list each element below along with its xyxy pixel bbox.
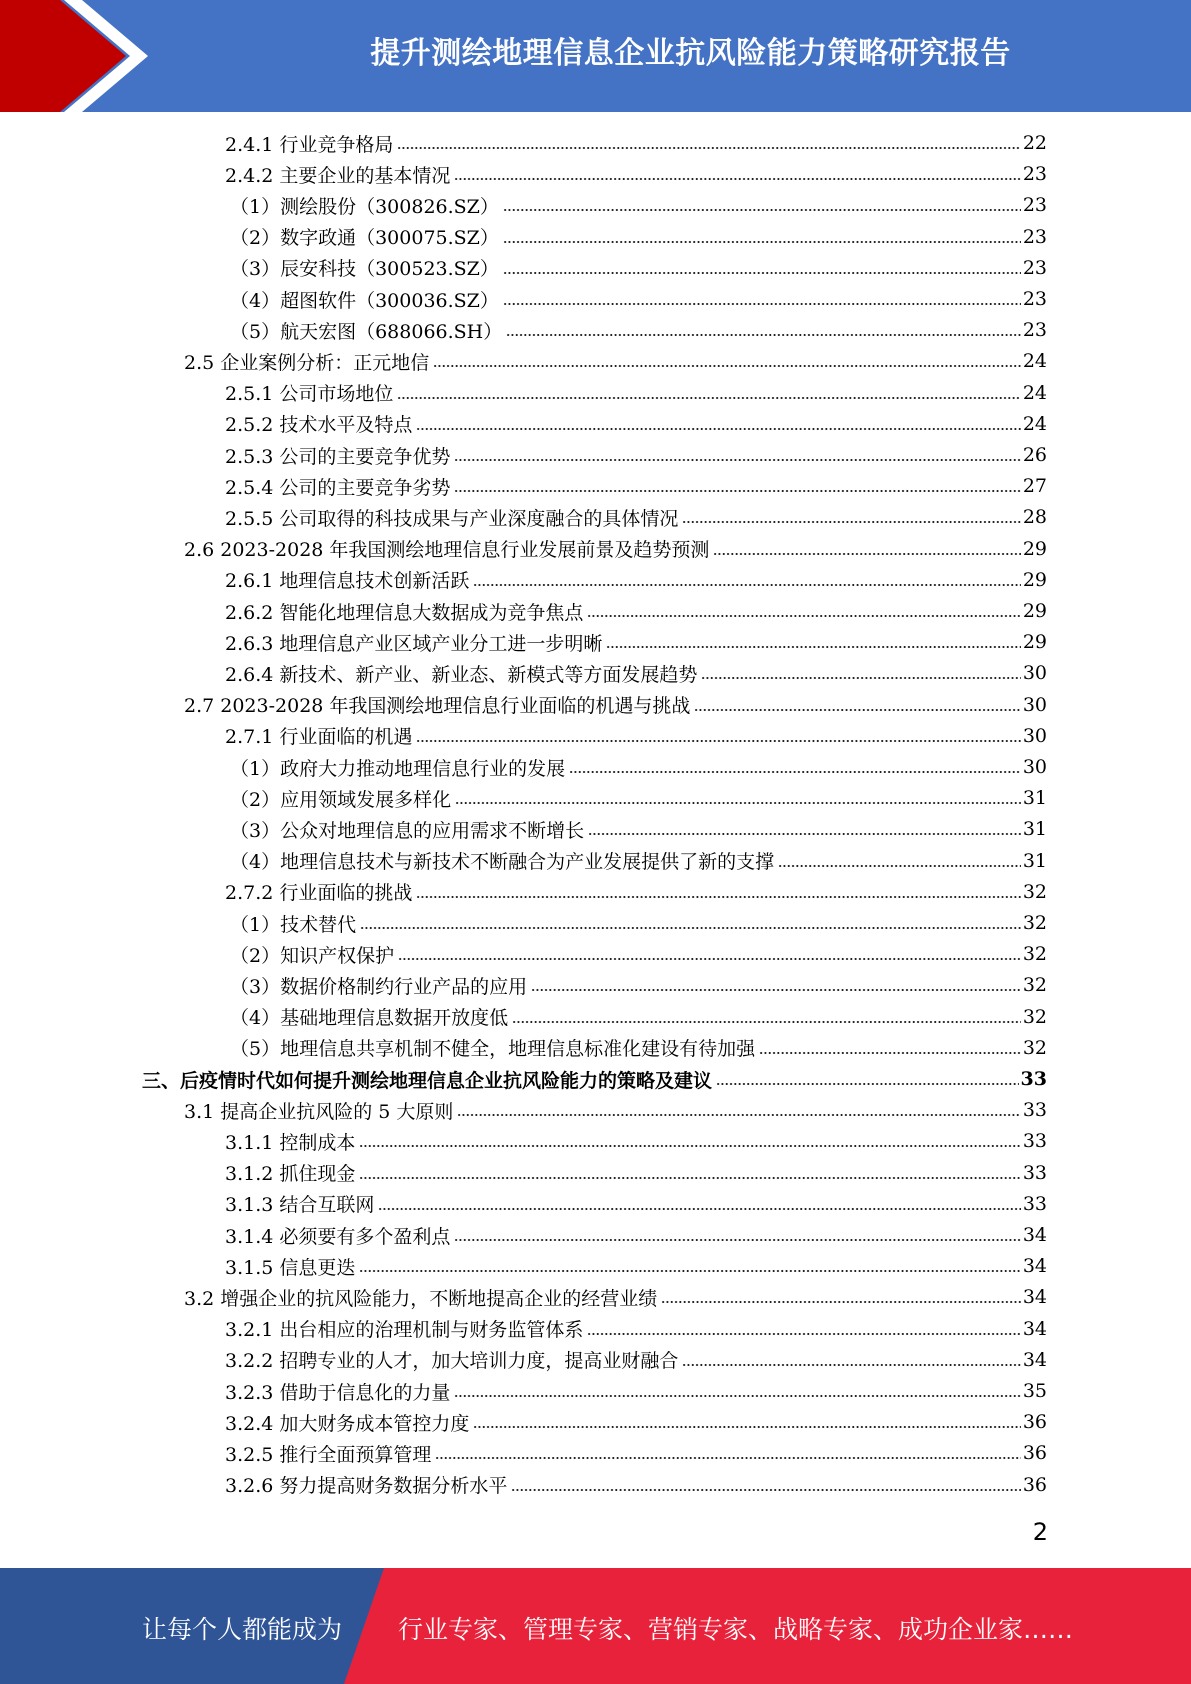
toc-dot-leader bbox=[569, 770, 1021, 774]
toc-entry[interactable] bbox=[184, 1282, 1047, 1312]
toc-entry-page: 30 bbox=[1022, 724, 1047, 747]
toc-dot-leader bbox=[416, 427, 1020, 431]
toc-entry[interactable] bbox=[225, 1126, 1047, 1156]
toc-entry-title: 3.1.4 必须要有多个盈利点 bbox=[225, 1225, 451, 1248]
toc-entry-page: 28 bbox=[1022, 506, 1047, 529]
toc-entry-page: 33 bbox=[1020, 1068, 1047, 1090]
header-title: 提升测绘地理信息企业抗风险能力策略研究报告 bbox=[370, 36, 1011, 71]
toc-entry[interactable] bbox=[230, 1033, 1047, 1063]
toc-dot-leader bbox=[454, 177, 1020, 181]
toc-entry[interactable] bbox=[225, 1345, 1047, 1375]
toc-entry[interactable] bbox=[230, 783, 1047, 813]
toc-entry-title: 2.5.5 公司取得的科技成果与产业深度融合的具体情况 bbox=[225, 507, 679, 530]
toc-entry-page: 32 bbox=[1022, 1036, 1047, 1059]
toc-dot-leader bbox=[503, 208, 1021, 212]
toc-entry[interactable] bbox=[225, 1220, 1047, 1250]
toc-entry[interactable] bbox=[225, 128, 1047, 158]
toc-entry-title: （2）数字政通（300075.SZ） bbox=[230, 227, 499, 250]
toc-entry[interactable] bbox=[184, 690, 1047, 720]
toc-entry-page: 33 bbox=[1022, 1192, 1047, 1215]
toc-dot-leader bbox=[694, 708, 1020, 712]
toc-dot-leader bbox=[587, 1332, 1020, 1336]
toc-dot-leader bbox=[503, 271, 1021, 275]
toc-entry[interactable] bbox=[225, 409, 1047, 439]
header-arrow-decoration bbox=[0, 0, 160, 112]
toc-entry[interactable] bbox=[225, 378, 1047, 408]
toc-entry-page: 34 bbox=[1022, 1255, 1047, 1278]
toc-entry-page: 31 bbox=[1022, 787, 1047, 810]
page-header bbox=[0, 0, 1191, 112]
toc-entry-page: 23 bbox=[1022, 256, 1047, 279]
toc-entry-title: 2.5.1 公司市场地位 bbox=[225, 383, 394, 406]
toc-entry[interactable] bbox=[230, 814, 1047, 844]
toc-entry-page: 33 bbox=[1022, 1099, 1047, 1122]
toc-entry[interactable] bbox=[225, 1189, 1047, 1219]
toc-entry-page: 31 bbox=[1022, 818, 1047, 841]
toc-entry-page: 26 bbox=[1022, 444, 1047, 466]
toc-entry[interactable] bbox=[225, 1438, 1047, 1468]
toc-entry-title: 3.1.3 结合互联网 bbox=[225, 1194, 375, 1217]
toc-entry-page: 23 bbox=[1022, 319, 1047, 342]
toc-entry-title: （4）基础地理信息数据开放度低 bbox=[230, 1007, 509, 1030]
toc-entry[interactable] bbox=[225, 627, 1047, 657]
toc-entry[interactable] bbox=[225, 159, 1047, 189]
toc-dot-leader bbox=[359, 1144, 1020, 1148]
toc-entry[interactable] bbox=[184, 1095, 1047, 1125]
toc-entry-page: 36 bbox=[1022, 1411, 1047, 1434]
toc-entry-page: 29 bbox=[1022, 631, 1047, 654]
toc-entry[interactable] bbox=[225, 721, 1047, 751]
toc-entry-title: （4）超图软件（300036.SZ） bbox=[230, 289, 499, 312]
toc-dot-leader bbox=[397, 396, 1020, 400]
footer-slogan-left: 让每个人都能成为 bbox=[142, 1615, 343, 1644]
toc-dot-leader bbox=[457, 1113, 1020, 1117]
toc-entry-title: 2.7.1 行业面临的机遇 bbox=[225, 726, 413, 749]
toc-entry-title: 三、后疫情时代如何提升测绘地理信息企业抗风险能力的策略及建议 bbox=[142, 1069, 713, 1092]
toc-entry-page: 30 bbox=[1022, 662, 1047, 685]
toc-entry[interactable] bbox=[225, 1407, 1047, 1437]
toc-entry-page: 32 bbox=[1022, 1005, 1047, 1028]
toc-entry[interactable] bbox=[225, 1376, 1047, 1406]
toc-entry[interactable] bbox=[230, 846, 1047, 876]
toc-dot-leader bbox=[433, 364, 1021, 368]
toc-entry-page: 24 bbox=[1022, 412, 1047, 435]
toc-dot-leader bbox=[531, 988, 1021, 992]
toc-entry-title: 3.2.2 招聘专业的人才，加大培训力度，提高业财融合 bbox=[225, 1350, 679, 1373]
toc-entry[interactable] bbox=[230, 315, 1047, 345]
toc-entry-page: 32 bbox=[1022, 974, 1047, 997]
toc-dot-leader bbox=[359, 1176, 1020, 1180]
toc-entry[interactable] bbox=[230, 253, 1047, 283]
toc-dot-leader bbox=[588, 832, 1021, 836]
toc-entry-title: 2.6 2023-2028 年我国测绘地理信息行业发展前景及趋势预测 bbox=[184, 539, 710, 562]
toc-entry-page: 23 bbox=[1022, 225, 1047, 248]
toc-entry-page: 34 bbox=[1022, 1317, 1047, 1340]
toc-entry-title: 3.2 增强企业的抗风险能力，不断地提高企业的经营业绩 bbox=[184, 1287, 658, 1310]
toc-entry-page: 23 bbox=[1022, 194, 1047, 217]
toc-entry-title: 2.6.4 新技术、新产业、新业态、新模式等方面发展趋势 bbox=[225, 663, 698, 686]
toc-entry-title: 3.2.4 加大财务成本管控力度 bbox=[225, 1412, 470, 1435]
toc-dot-leader bbox=[454, 489, 1020, 493]
toc-entry[interactable] bbox=[225, 1470, 1047, 1500]
toc-entry-title: 3.2.5 推行全面预算管理 bbox=[225, 1443, 432, 1466]
toc-entry-page: 36 bbox=[1022, 1473, 1047, 1496]
toc-dot-leader bbox=[512, 1020, 1021, 1024]
toc-dot-leader bbox=[359, 1269, 1020, 1273]
toc-entry-title: 2.5.2 技术水平及特点 bbox=[225, 414, 413, 437]
toc-dot-leader bbox=[454, 1238, 1020, 1242]
toc-entry-title: 2.6.2 智能化地理信息大数据成为竞争焦点 bbox=[225, 601, 584, 624]
toc-entry-title: 2.5.3 公司的主要竞争优势 bbox=[225, 445, 451, 468]
toc-entry[interactable] bbox=[225, 1251, 1047, 1281]
toc-entry-page: 30 bbox=[1022, 756, 1047, 778]
page-footer bbox=[0, 1568, 1191, 1684]
toc-dot-leader bbox=[416, 895, 1020, 899]
toc-entry[interactable] bbox=[230, 190, 1047, 220]
toc-dot-leader bbox=[587, 614, 1020, 618]
toc-entry[interactable] bbox=[225, 502, 1047, 532]
toc-entry[interactable] bbox=[225, 1314, 1047, 1344]
toc-entry-title: （1）政府大力推动地理信息行业的发展 bbox=[230, 757, 566, 780]
toc-dot-leader bbox=[454, 1394, 1020, 1398]
toc-entry[interactable] bbox=[230, 752, 1047, 782]
toc-entry-page: 30 bbox=[1022, 693, 1047, 716]
toc-entry-title: 2.4.2 主要企业的基本情况 bbox=[225, 164, 451, 187]
toc-entry[interactable] bbox=[142, 1064, 1047, 1094]
toc-entry[interactable] bbox=[225, 877, 1047, 907]
toc-entry-title: （4）地理信息技术与新技术不断融合为产业发展提供了新的支撑 bbox=[230, 851, 775, 874]
toc-entry[interactable] bbox=[230, 939, 1047, 969]
toc-dot-leader bbox=[360, 926, 1021, 930]
toc-entry[interactable] bbox=[184, 534, 1047, 564]
toc-entry[interactable] bbox=[225, 1158, 1047, 1188]
toc-entry-title: 2.6.3 地理信息产业区域产业分工进一步明晰 bbox=[225, 632, 603, 655]
toc-entry[interactable] bbox=[225, 596, 1047, 626]
toc-entry[interactable] bbox=[225, 440, 1047, 470]
toc-entry-title: 2.7 2023-2028 年我国测绘地理信息行业面临的机遇与挑战 bbox=[184, 695, 691, 718]
toc-dot-leader bbox=[473, 583, 1020, 587]
toc-entry-page: 34 bbox=[1022, 1224, 1047, 1246]
toc-entry-page: 32 bbox=[1022, 880, 1047, 903]
toc-entry-title: （5）地理信息共享机制不健全，地理信息标准化建设有待加强 bbox=[230, 1038, 756, 1061]
toc-dot-leader bbox=[701, 676, 1020, 680]
toc-entry-title: 2.7.2 行业面临的挑战 bbox=[225, 882, 413, 905]
toc-entry-page: 32 bbox=[1022, 943, 1047, 966]
toc-entry-page: 23 bbox=[1022, 163, 1047, 186]
toc-entry-title: 3.1 提高企业抗风险的 5 大原则 bbox=[184, 1100, 454, 1123]
toc-entry-page: 34 bbox=[1022, 1286, 1047, 1309]
toc-entry-title: 3.2.3 借助于信息化的力量 bbox=[225, 1381, 451, 1404]
toc-entry-title: 3.2.1 出台相应的治理机制与财务监管体系 bbox=[225, 1319, 584, 1342]
toc-dot-leader bbox=[397, 146, 1020, 150]
toc-dot-leader bbox=[455, 801, 1021, 805]
toc-dot-leader bbox=[378, 1207, 1020, 1211]
toc-entry-page: 33 bbox=[1022, 1130, 1047, 1153]
toc-entry-title: （5）航天宏图（688066.SH） bbox=[230, 320, 503, 343]
toc-entry-title: 2.5 企业案例分析：正元地信 bbox=[184, 351, 430, 374]
toc-entry-page: 24 bbox=[1022, 381, 1047, 404]
toc-entry[interactable] bbox=[230, 908, 1047, 938]
toc-entry-page: 23 bbox=[1022, 288, 1047, 310]
toc-entry-title: 2.4.1 行业竞争格局 bbox=[225, 133, 394, 156]
toc-dot-leader bbox=[506, 333, 1021, 337]
toc-dot-leader bbox=[606, 645, 1020, 649]
toc-entry-title: （3）数据价格制约行业产品的应用 bbox=[230, 975, 528, 998]
toc-entry-page: 35 bbox=[1022, 1380, 1047, 1402]
toc-entry-title: （1）技术替代 bbox=[230, 913, 357, 936]
toc-entry-page: 31 bbox=[1022, 849, 1047, 872]
toc-entry[interactable] bbox=[225, 565, 1047, 595]
toc-entry[interactable] bbox=[225, 658, 1047, 688]
toc-dot-leader bbox=[716, 1082, 1019, 1086]
toc-entry-page: 29 bbox=[1022, 537, 1047, 560]
toc-dot-leader bbox=[503, 240, 1021, 244]
toc-entry[interactable] bbox=[230, 970, 1047, 1000]
toc-entry-title: 3.1.1 控制成本 bbox=[225, 1131, 356, 1154]
toc-dot-leader bbox=[511, 1488, 1020, 1492]
toc-entry[interactable] bbox=[230, 222, 1047, 252]
toc-entry-page: 34 bbox=[1022, 1348, 1047, 1371]
toc-dot-leader bbox=[473, 1425, 1020, 1429]
toc-entry-page: 33 bbox=[1022, 1161, 1047, 1184]
toc-entry[interactable] bbox=[230, 1002, 1047, 1032]
toc-dot-leader bbox=[713, 552, 1020, 556]
toc-entry-title: （1）测绘股份（300826.SZ） bbox=[230, 195, 499, 218]
toc-entry-title: （3）公众对地理信息的应用需求不断增长 bbox=[230, 819, 585, 842]
toc-dot-leader bbox=[435, 1456, 1020, 1460]
toc-dot-leader bbox=[778, 864, 1021, 868]
toc-dot-leader bbox=[454, 458, 1020, 462]
toc-entry-title: 2.6.1 地理信息技术创新活跃 bbox=[225, 570, 470, 593]
toc-entry-title: 3.1.2 抓住现金 bbox=[225, 1163, 356, 1186]
page-number: 2 bbox=[1032, 1518, 1048, 1546]
toc-entry-title: 3.2.6 努力提高财务数据分析水平 bbox=[225, 1475, 508, 1498]
footer-slogan-right: 行业专家、管理专家、营销专家、战略专家、成功企业家…… bbox=[398, 1615, 1074, 1644]
toc-entry-page: 27 bbox=[1022, 475, 1047, 498]
toc-entry[interactable] bbox=[184, 346, 1047, 376]
toc-entry-title: 2.5.4 公司的主要竞争劣势 bbox=[225, 476, 451, 499]
toc-entry-title: （2）知识产权保护 bbox=[230, 944, 395, 967]
toc-entry-page: 24 bbox=[1022, 350, 1047, 373]
toc-dot-leader bbox=[416, 739, 1020, 743]
toc-entry-page: 29 bbox=[1022, 568, 1047, 591]
toc-entry-title: 3.1.5 信息更迭 bbox=[225, 1256, 356, 1279]
toc-dot-leader bbox=[759, 1051, 1021, 1055]
toc-dot-leader bbox=[398, 957, 1021, 961]
toc-entry-title: （2）应用领域发展多样化 bbox=[230, 788, 452, 811]
toc-entry-page: 32 bbox=[1022, 912, 1047, 934]
toc-dot-leader bbox=[661, 1300, 1021, 1304]
toc-dot-leader bbox=[682, 520, 1020, 524]
toc-entry[interactable] bbox=[225, 471, 1047, 501]
toc-entry-title: （3）辰安科技（300523.SZ） bbox=[230, 258, 499, 281]
toc-entry-page: 29 bbox=[1022, 600, 1047, 622]
toc-dot-leader bbox=[682, 1363, 1020, 1367]
toc-entry-page: 36 bbox=[1022, 1442, 1047, 1465]
toc-entry-page: 22 bbox=[1022, 132, 1047, 154]
toc-entry[interactable] bbox=[230, 284, 1047, 314]
toc-dot-leader bbox=[503, 302, 1021, 306]
